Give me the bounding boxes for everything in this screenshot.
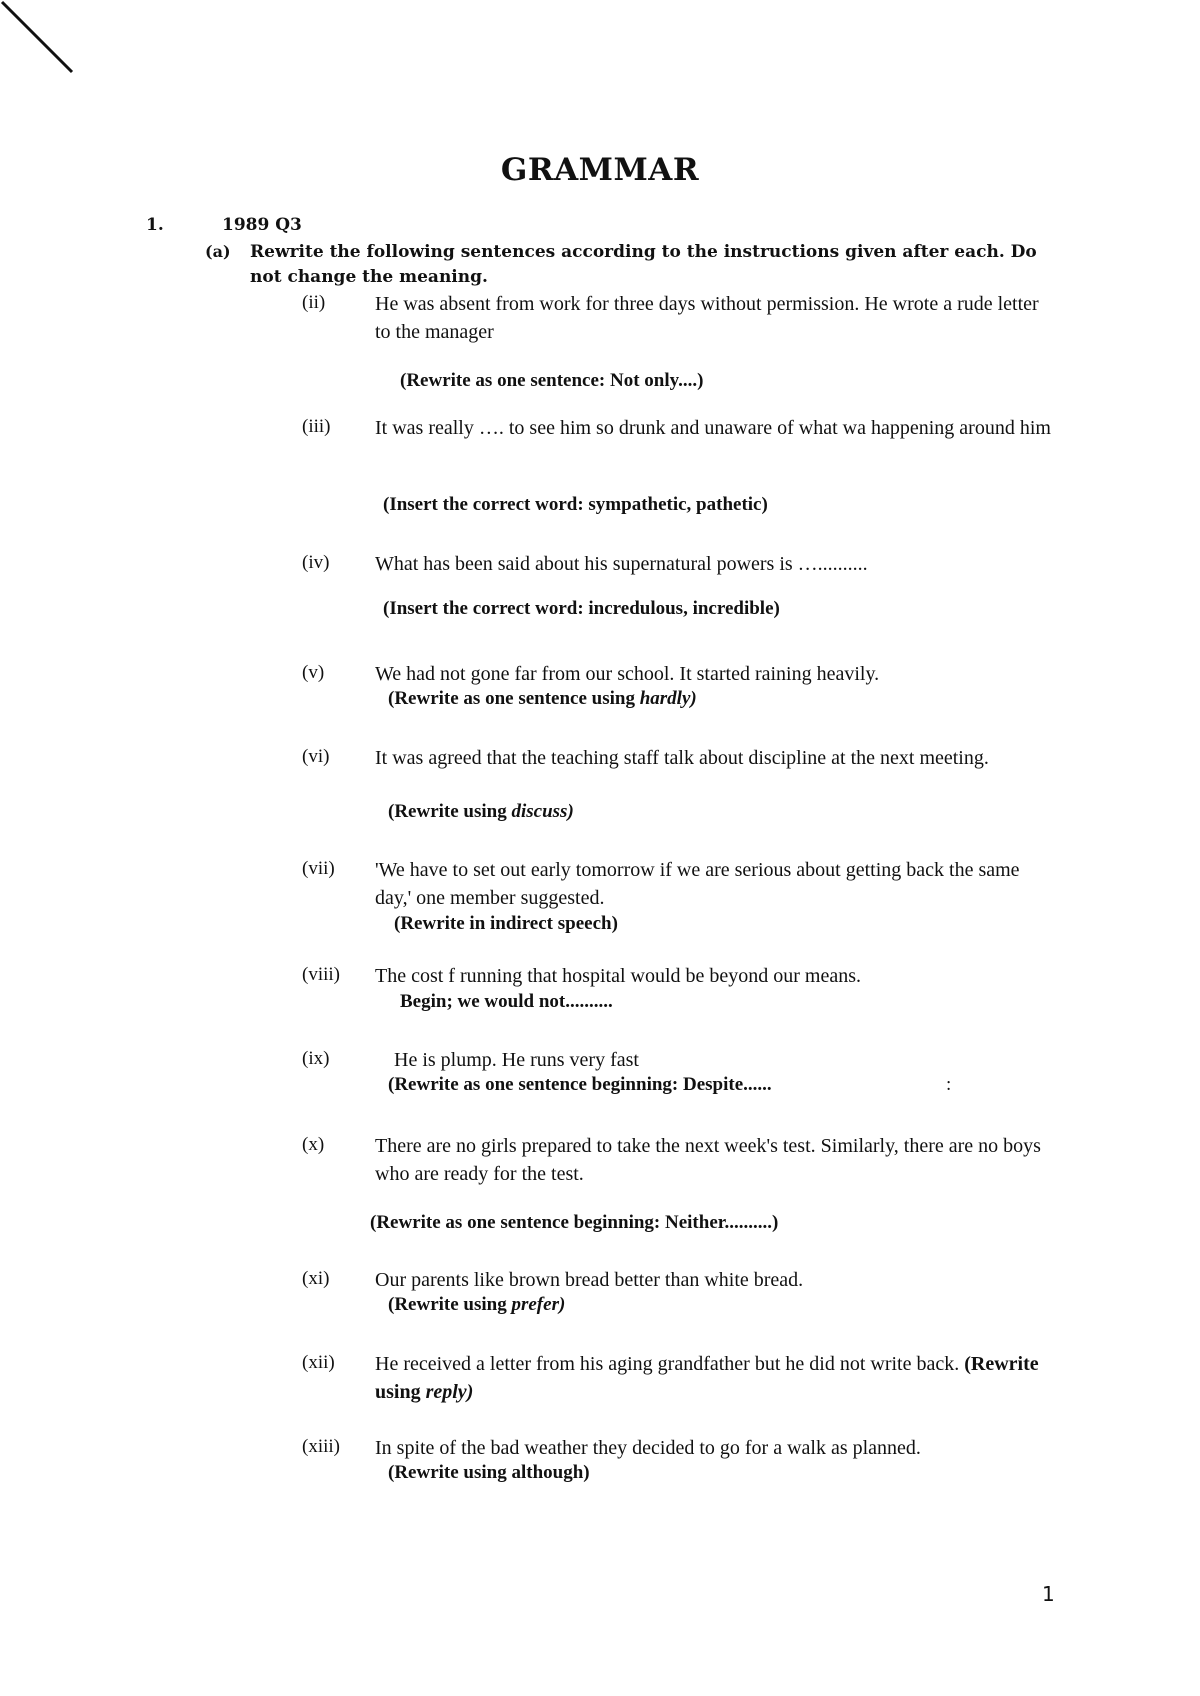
item-number: (v) bbox=[302, 662, 325, 683]
item-number: (vii) bbox=[302, 858, 335, 879]
item-text: He is plump. He runs very fast bbox=[394, 1049, 639, 1071]
item-number: (iv) bbox=[302, 552, 330, 573]
item-text: The cost f running that hospital would be beyond our means. bbox=[375, 965, 862, 987]
instruction-keyword: hardly) bbox=[639, 688, 697, 709]
item-text: Our parents like brown bread better than white bread. bbox=[375, 1269, 804, 1291]
item-text: There are no girls prepared to take the next week's test. Similarly, there are no boys who are ready for the test. bbox=[375, 1135, 1041, 1185]
item-instruction: (Rewrite as one sentence: Not only....) bbox=[400, 370, 704, 391]
item-instruction: (Rewrite as one sentence beginning: Neither..........) bbox=[370, 1212, 779, 1233]
item-number: (xi) bbox=[302, 1268, 330, 1289]
instruction-keyword: prefer) bbox=[511, 1294, 566, 1315]
item-number: (ix) bbox=[302, 1048, 330, 1069]
item-instruction: (Insert the correct word: sympathetic, pathetic) bbox=[383, 494, 768, 515]
item-text: He received a letter from his aging grandfather but he did not write back. (Rewrite using reply) bbox=[375, 1353, 1039, 1403]
part-letter: (a) bbox=[205, 242, 231, 261]
item-instruction: Begin; we would not.......... bbox=[400, 991, 613, 1012]
item-instruction: (Rewrite as one sentence beginning: Despite...... bbox=[388, 1074, 772, 1095]
item-text: It was agreed that the teaching staff talk about discipline at the next meeting. bbox=[375, 747, 989, 769]
item-text: We had not gone far from our school. It started raining heavily. bbox=[375, 663, 880, 685]
trailing-mark: : bbox=[946, 1074, 952, 1095]
item-number: (ii) bbox=[302, 292, 326, 313]
item-number: (iii) bbox=[302, 416, 331, 437]
item-number: (xii) bbox=[302, 1352, 335, 1373]
item-number: (xiii) bbox=[302, 1436, 340, 1457]
item-instruction: (Rewrite as one sentence using hardly) bbox=[388, 688, 697, 709]
question-year: 1989 Q3 bbox=[222, 215, 302, 235]
corner-slash-mark bbox=[0, 0, 80, 80]
item-instruction: (Rewrite using prefer) bbox=[388, 1294, 566, 1315]
item-text: What has been said about his supernatural powers is ….......... bbox=[375, 553, 868, 575]
item-instruction: (Rewrite using although) bbox=[388, 1462, 590, 1483]
instruction-keyword: discuss) bbox=[511, 801, 574, 822]
item-instruction: (Rewrite using reply) bbox=[375, 1353, 1039, 1403]
item-text: 'We have to set out early tomorrow if we are serious about getting back the same day,' one member suggested. bbox=[375, 859, 1020, 909]
item-text: In spite of the bad weather they decided to go for a walk as planned. bbox=[375, 1437, 921, 1459]
page-number: 1 bbox=[1042, 1582, 1055, 1606]
item-number: (x) bbox=[302, 1134, 325, 1155]
item-text: He was absent from work for three days without permission. He wrote a rude letter to the manager bbox=[375, 293, 1039, 343]
item-instruction: (Rewrite in indirect speech) bbox=[394, 913, 618, 934]
item-instruction: (Rewrite using discuss) bbox=[388, 801, 574, 822]
page-title: GRAMMAR bbox=[500, 152, 700, 188]
item-number: (vi) bbox=[302, 746, 330, 767]
question-number: 1. bbox=[146, 215, 164, 235]
item-instruction: (Insert the correct word: incredulous, incredible) bbox=[383, 598, 780, 619]
item-number: (viii) bbox=[302, 964, 340, 985]
instruction-keyword: reply) bbox=[425, 1381, 474, 1403]
part-instruction: Rewrite the following sentences according to the instructions given after each. Do not change the meaning. bbox=[250, 242, 1037, 287]
item-text: It was really …. to see him so drunk and unaware of what wa happening around him bbox=[375, 417, 1051, 439]
